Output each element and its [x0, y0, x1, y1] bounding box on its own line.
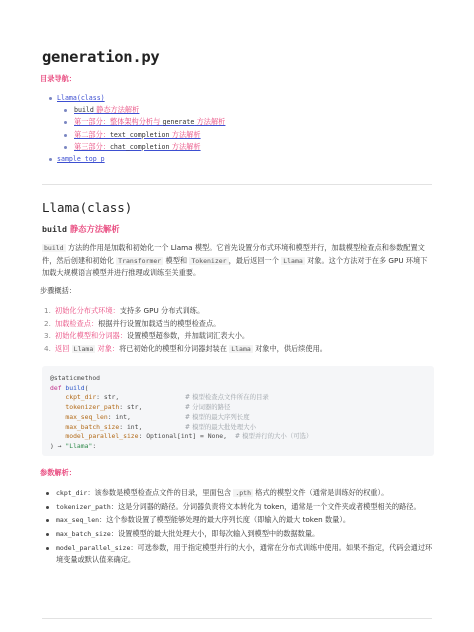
- toc-link-llama-class[interactable]: Llama(class): [57, 94, 105, 102]
- list-item: max_batch_size：设置模型的最大批处理大小，即每次输入到模型中的数据数量。: [42, 528, 436, 540]
- list-item: 3. 初始化模型和分词器：设置模型超参数，并加载词汇表大小。: [44, 331, 250, 341]
- divider: [42, 184, 432, 185]
- toc-link-part3[interactable]: 第三部分：chat_completion 方法解析: [74, 141, 201, 151]
- toc-item-part3[interactable]: [46, 141, 426, 153]
- toc-item-build[interactable]: [46, 104, 426, 116]
- list-item: max_seq_len：这个参数设置了模型能够处理的最大序列长度（即输入的最大 token 数量）。: [42, 514, 436, 526]
- toc-item-part2[interactable]: [46, 129, 426, 141]
- list-item: 1. 初始化分布式环境：支持多 GPU 分布式训练。: [44, 306, 205, 315]
- list-item: ckpt_dir：该参数是模型检查点文件的目录，里面包含 .pth 格式的模型文件（通常是训练好的权重）。: [42, 487, 436, 499]
- steps-label: 步骤概括：: [40, 286, 76, 295]
- toc-item-llama-class[interactable]: [46, 92, 426, 104]
- toc-label: 目录导航：: [40, 74, 76, 83]
- subsection-title: build 静态方法解析: [42, 224, 120, 234]
- toc-link-part2[interactable]: 第二部分：text_completion 方法解析: [74, 129, 201, 139]
- toc-item-sample-top-p[interactable]: [46, 153, 426, 165]
- intro-paragraph: build 方法的作用是加载和初始化一个 Llama 模型。它首先设置分布式环境和模型并行，加载模型检查点和参数配置文件，然后创建和初始化 Transformer 模型和 Tokenizer ，最后返回一个 Llama 对象。这个方法对于在多 GPU 环境下加载大规模语言模型并进行推理或训练至关重要。: [42, 243, 428, 277]
- divider: [42, 618, 432, 619]
- list-item: 2. 加载检查点：根据并行设置加载适当的模型检查点。: [44, 318, 221, 328]
- list-item: 4. 返回 Llama 对象：将已初始化的模型和分词器封装在 Llama 对象中，供后续使用。: [44, 343, 327, 353]
- section-title: Llama(class): [42, 200, 133, 215]
- params-list: [42, 487, 436, 568]
- toc: [46, 92, 426, 165]
- list-item: tokenizer_path：这是分词器的路径。分词器负责将文本转化为 token，通常是一个文件夹或者模型相关的路径。: [42, 501, 436, 513]
- code-block: @staticmethod def build( ckpt_dir: str, # 模型检查点文件所在的目录 tokenizer_path: str, # 分词器的路径 max_seq_len: int, # 模型的最大序列长度 max_batch_size: int, # 模型的最大批处理大小 model_parallel_size: Optional[int] = None, # 模型并行的大小（可选） ) → "Llama":: [42, 366, 434, 456]
- page-title: generation.py: [42, 48, 160, 66]
- toc-link-part1[interactable]: 第一部分：整体架构分析与 generate 方法解析: [74, 117, 226, 127]
- steps-list: [42, 305, 434, 355]
- list-item: model_parallel_size：可选参数，用于指定模型并行的大小，通常在分布式训练中使用。如果不指定，代码会通过环境变量或默认值来确定。: [42, 542, 436, 567]
- toc-link-build[interactable]: build 静态方法解析: [74, 105, 140, 115]
- toc-link-sample-top-p[interactable]: sample_top_p: [57, 154, 105, 163]
- toc-item-part1[interactable]: [46, 116, 426, 128]
- params-label: 参数解析：: [40, 468, 76, 477]
